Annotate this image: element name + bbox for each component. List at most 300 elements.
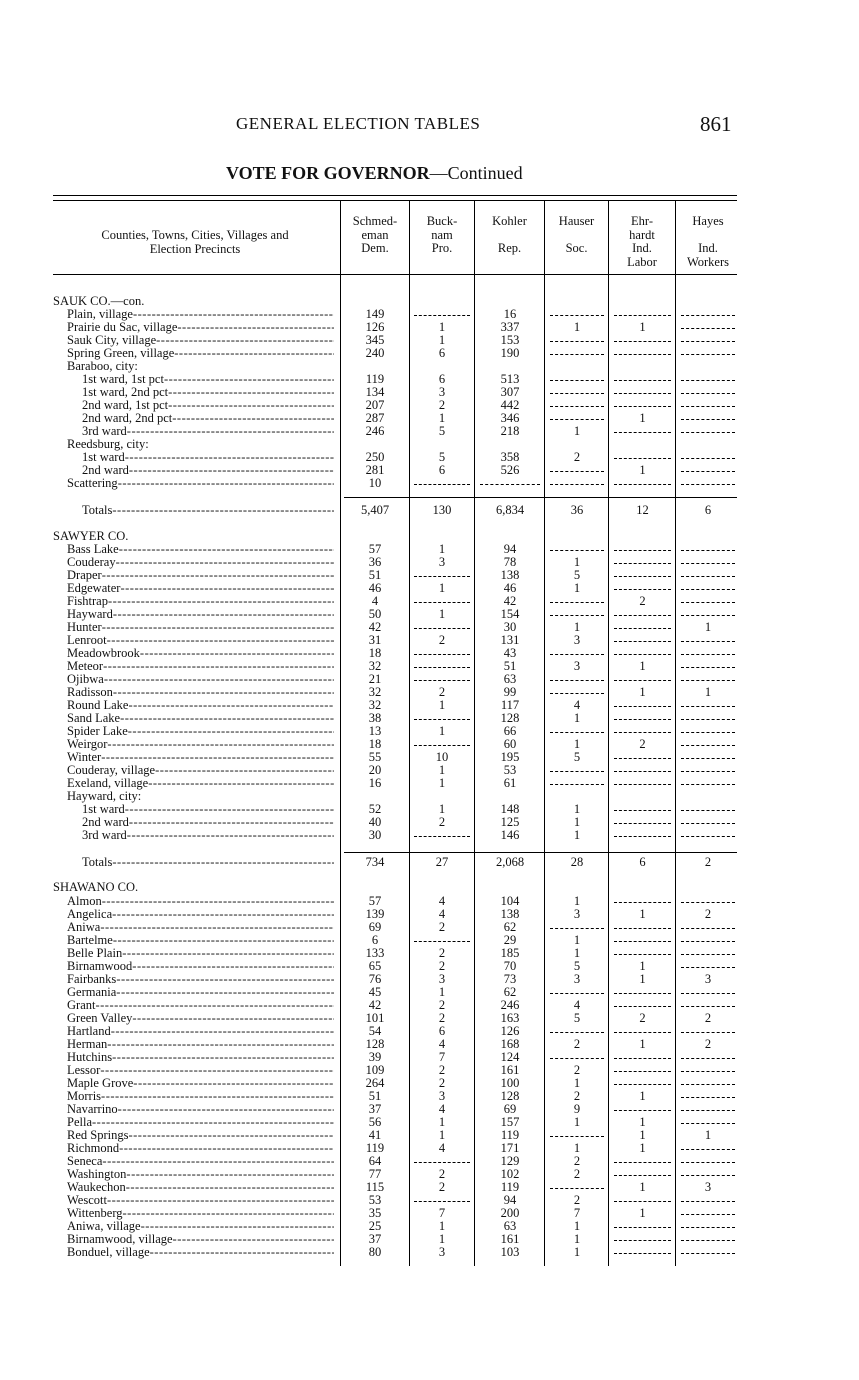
vote-cell: 2 [438, 998, 446, 1012]
row-label: 1st ward, 2nd pct ----- [82, 386, 334, 399]
vote-cell: 35 [368, 1206, 382, 1220]
vote-cell: 38 [368, 711, 382, 725]
empty-cell [550, 1181, 604, 1189]
row-label: Birnamwood, village ----- [67, 1233, 334, 1246]
table-row [0, 464, 859, 477]
empty-cell [614, 712, 671, 720]
vote-cell: 2 [704, 907, 712, 921]
vote-cell: 70 [503, 959, 517, 973]
table-row [0, 556, 859, 569]
column-header-hayes [676, 215, 740, 269]
vote-cell: 62 [503, 985, 517, 999]
empty-cell [550, 608, 604, 616]
table-row [0, 725, 859, 738]
vote-cell: 1 [438, 1219, 446, 1233]
empty-cell [681, 1077, 735, 1085]
table-row [0, 543, 859, 556]
row-label: Belle Plain ----- [67, 947, 334, 960]
vote-cell: 171 [500, 1141, 520, 1155]
vote-cell: 18 [368, 737, 382, 751]
vote-cell: 29 [503, 933, 517, 947]
empty-cell [681, 347, 735, 355]
row-label: Spider Lake ----- [67, 725, 334, 738]
empty-cell [681, 999, 735, 1007]
empty-cell [681, 712, 735, 720]
table-row [0, 347, 859, 360]
table-row [0, 308, 859, 321]
subheading-row [0, 438, 859, 451]
empty-cell [550, 764, 604, 772]
empty-cell [681, 386, 735, 394]
vote-cell: 124 [500, 1050, 520, 1064]
table-row [0, 1207, 859, 1220]
row-label: Aniwa ----- [67, 921, 334, 934]
empty-cell [681, 751, 735, 759]
vote-cell: 2 [704, 1011, 712, 1025]
empty-cell [681, 947, 735, 955]
vote-cell: 1 [573, 737, 581, 751]
vote-cell: 104 [500, 894, 520, 908]
vote-cell: 77 [368, 1167, 382, 1181]
empty-cell [614, 621, 671, 629]
empty-cell [614, 725, 671, 733]
vote-cell: 27 [435, 855, 449, 869]
vote-cell: 1 [704, 620, 712, 634]
empty-cell [550, 334, 604, 342]
table-row [0, 569, 859, 582]
vote-cell: 207 [365, 398, 385, 412]
table-row [0, 477, 859, 490]
empty-cell [681, 960, 735, 968]
vote-cell: 131 [500, 633, 520, 647]
vote-cell: 240 [365, 346, 385, 360]
vote-cell: 119 [365, 372, 385, 386]
empty-cell [550, 477, 604, 485]
vote-cell: 3 [438, 972, 446, 986]
column-header-line: eman [361, 227, 389, 242]
vote-cell: 64 [368, 1154, 382, 1168]
vote-cell: 28 [570, 855, 584, 869]
row-label: Red Springs ----- [67, 1129, 334, 1142]
vote-cell: 157 [500, 1115, 520, 1129]
vote-cell: 133 [365, 946, 385, 960]
empty-cell [681, 464, 735, 472]
vote-cell: 94 [503, 542, 517, 556]
empty-cell [681, 1155, 735, 1163]
vote-cell: 125 [500, 815, 520, 829]
vote-cell: 148 [500, 802, 520, 816]
vote-cell: 3 [438, 385, 446, 399]
table-row [0, 921, 859, 934]
column-header-line [676, 229, 740, 243]
vote-cell: 5 [573, 959, 581, 973]
table-row [0, 816, 859, 829]
vote-cell: 2 [438, 1167, 446, 1181]
table-row [0, 1129, 859, 1142]
empty-cell [550, 412, 604, 420]
empty-cell [681, 816, 735, 824]
vote-cell: 53 [503, 763, 517, 777]
vote-cell: 163 [500, 1011, 520, 1025]
vote-cell: 119 [500, 1180, 520, 1194]
table-row [0, 738, 859, 751]
vote-cell: 5,407 [360, 503, 390, 517]
empty-cell [614, 1064, 671, 1072]
vote-cell: 57 [368, 894, 382, 908]
row-label: Hartland ----- [67, 1025, 334, 1038]
empty-cell [614, 1025, 671, 1033]
vote-cell: 10 [368, 476, 382, 490]
empty-cell [681, 1207, 735, 1215]
column-header-line: Workers [686, 254, 730, 269]
vote-cell: 18 [368, 646, 382, 660]
vote-cell: 54 [368, 1024, 382, 1038]
column-header-line: hardt [629, 227, 655, 242]
table-row [0, 673, 859, 686]
row-label: 1st ward ----- [82, 451, 334, 464]
vote-cell: 4 [371, 594, 379, 608]
row-label: Green Valley ----- [67, 1012, 334, 1025]
vote-cell: 99 [503, 685, 517, 699]
vote-cell: 1 [438, 607, 446, 621]
table-row [0, 1012, 859, 1025]
table-row [0, 803, 859, 816]
vote-cell: 50 [368, 607, 382, 621]
row-label: Baraboo, city: [67, 360, 138, 373]
vote-cell: 52 [368, 802, 382, 816]
vote-cell: 2 [573, 1167, 581, 1181]
row-label: 3rd ward ----- [82, 829, 334, 842]
vote-cell: 65 [368, 959, 382, 973]
row-label: Wescott ----- [67, 1194, 334, 1207]
vote-cell: 2 [438, 946, 446, 960]
table-row [0, 699, 859, 712]
empty-cell [614, 1168, 671, 1176]
empty-cell [681, 451, 735, 459]
row-label: Herman ----- [67, 1038, 334, 1051]
vote-cell: 128 [365, 1037, 385, 1051]
vote-cell: 42 [368, 998, 382, 1012]
vote-cell: 115 [365, 1180, 385, 1194]
row-label: Draper ----- [67, 569, 334, 582]
column-header-line: Labor [627, 254, 657, 269]
empty-cell [681, 699, 735, 707]
vote-cell: 36 [570, 503, 584, 517]
empty-cell [614, 582, 671, 590]
empty-cell [614, 1194, 671, 1202]
vote-cell: 1 [573, 815, 581, 829]
vote-cell: 1 [573, 1115, 581, 1129]
row-label: Edgewater ----- [67, 582, 334, 595]
row-label: Navarrino ----- [67, 1103, 334, 1116]
empty-cell [614, 673, 671, 681]
table-row [0, 829, 859, 842]
vote-cell: 41 [368, 1128, 382, 1142]
vote-cell: 149 [365, 307, 385, 321]
table-title-main: VOTE FOR GOVERNOR [226, 163, 430, 183]
vote-cell: 100 [500, 1076, 520, 1090]
empty-cell [681, 829, 735, 837]
vote-cell: 6 [438, 463, 446, 477]
vote-cell: 51 [368, 1089, 382, 1103]
vote-cell: 2 [438, 398, 446, 412]
vote-cell: 126 [365, 320, 385, 334]
row-label: Spring Green, village ----- [67, 347, 334, 360]
vote-cell: 53 [368, 1193, 382, 1207]
vote-cell: 73 [503, 972, 517, 986]
vote-cell: 139 [365, 907, 385, 921]
vote-cell: 1 [639, 659, 646, 673]
vote-cell: 37 [368, 1102, 382, 1116]
empty-cell [550, 647, 604, 655]
column-header-line: Ehr- [631, 214, 653, 228]
empty-cell [681, 373, 735, 381]
empty-cell [681, 321, 735, 329]
empty-cell [681, 334, 735, 342]
vote-cell: 40 [368, 815, 382, 829]
empty-cell [414, 621, 470, 629]
vote-cell: 4 [573, 998, 581, 1012]
vote-cell: 2 [639, 737, 646, 751]
column-header-line [475, 229, 544, 243]
empty-cell [414, 595, 470, 603]
table-row [0, 1064, 859, 1077]
vote-cell: 1 [573, 828, 581, 842]
vote-cell: 102 [500, 1167, 520, 1181]
vote-cell: 3 [573, 972, 581, 986]
vote-cell: 146 [500, 828, 520, 842]
empty-cell [681, 1233, 735, 1241]
vote-cell: 1 [573, 555, 581, 569]
vote-cell: 32 [368, 698, 382, 712]
empty-cell [681, 308, 735, 316]
empty-cell [681, 1220, 735, 1228]
vote-cell: 56 [368, 1115, 382, 1129]
vote-cell: 1 [639, 1141, 646, 1155]
column-header-line: Rep. [497, 241, 522, 255]
vote-cell: 1 [573, 1219, 581, 1233]
vote-cell: 2 [573, 1089, 581, 1103]
column-header-hauser [545, 215, 608, 256]
column-header-line: Hayes [692, 214, 724, 228]
empty-cell [614, 634, 671, 642]
vote-cell: 5 [438, 424, 446, 438]
row-label: Ojibwa ----- [67, 673, 334, 686]
table-row [0, 1168, 859, 1181]
empty-cell [550, 673, 604, 681]
empty-cell [681, 934, 735, 942]
vote-cell: 2 [438, 1063, 446, 1077]
vote-cell: 1 [438, 724, 446, 738]
empty-cell [550, 686, 604, 694]
table-row [0, 1038, 859, 1051]
column-header-bucknam [410, 215, 474, 256]
table-row [0, 999, 859, 1012]
empty-cell [414, 934, 470, 942]
vote-cell: 51 [368, 568, 382, 582]
vote-cell: 2 [573, 1037, 581, 1051]
vote-cell: 21 [368, 672, 382, 686]
empty-cell [681, 1142, 735, 1150]
table-row [0, 451, 859, 464]
vote-cell: 130 [432, 503, 452, 517]
vote-cell: 281 [365, 463, 385, 477]
column-header-line: Soc. [565, 241, 588, 255]
empty-cell [550, 543, 604, 551]
row-label: SAUK CO.—con. [53, 295, 145, 308]
running-title: GENERAL ELECTION TABLES [236, 114, 481, 133]
vote-cell: 66 [503, 724, 517, 738]
row-label: Prairie du Sac, village ----- [67, 321, 334, 334]
column-header-precincts [55, 229, 335, 256]
vote-cell: 154 [500, 607, 520, 621]
empty-cell [414, 660, 470, 668]
vote-cell: 2 [438, 815, 446, 829]
row-label: Round Lake ----- [67, 699, 334, 712]
table-row [0, 764, 859, 777]
empty-cell [681, 660, 735, 668]
table-top-rule-2 [53, 200, 737, 201]
empty-cell [614, 803, 671, 811]
vote-cell: 126 [500, 1024, 520, 1038]
vote-cell: 2 [704, 1037, 712, 1051]
vote-cell: 1 [704, 1128, 712, 1142]
empty-cell [681, 608, 735, 616]
vote-cell: 12 [636, 503, 649, 517]
row-label: Hunter ----- [67, 621, 334, 634]
vote-cell: 2 [573, 450, 581, 464]
empty-cell [681, 738, 735, 746]
row-label: Bass Lake ----- [67, 543, 334, 556]
empty-cell [614, 1077, 671, 1085]
row-label: Washington ----- [67, 1168, 334, 1181]
table-top-rule [53, 195, 737, 196]
empty-cell [550, 1051, 604, 1059]
empty-cell [614, 829, 671, 837]
empty-cell [550, 386, 604, 394]
vote-cell: 1 [639, 1089, 646, 1103]
empty-cell [614, 543, 671, 551]
vote-cell: 5 [573, 568, 581, 582]
table-row [0, 1051, 859, 1064]
empty-cell [414, 569, 470, 577]
empty-cell [681, 1116, 735, 1124]
vote-cell: 2 [438, 1011, 446, 1025]
empty-cell [681, 647, 735, 655]
vote-cell: 39 [368, 1050, 382, 1064]
row-label: Bartelme ----- [67, 934, 334, 947]
vote-cell: 138 [500, 568, 520, 582]
vote-cell: 129 [500, 1154, 520, 1168]
vote-cell: 3 [573, 907, 581, 921]
vote-cell: 6 [438, 346, 446, 360]
row-label: Reedsburg, city: [67, 438, 149, 451]
vote-cell: 1 [639, 463, 646, 477]
empty-cell [614, 986, 671, 994]
vote-cell: 80 [368, 1245, 382, 1259]
empty-cell [681, 1246, 735, 1254]
vote-cell: 1 [573, 620, 581, 634]
vote-cell: 134 [365, 385, 385, 399]
column-header-kohler [475, 215, 544, 256]
table-row [0, 751, 859, 764]
table-row [0, 399, 859, 412]
row-label: Birnamwood ----- [67, 960, 334, 973]
empty-cell [414, 673, 470, 681]
table-row [0, 712, 859, 725]
empty-cell [414, 647, 470, 655]
row-label: Morris ----- [67, 1090, 334, 1103]
row-label: Exeland, village ----- [67, 777, 334, 790]
vote-cell: 7 [438, 1206, 446, 1220]
vote-cell: 2 [438, 633, 446, 647]
empty-cell [550, 1129, 604, 1137]
row-label: Lenroot ----- [67, 634, 334, 647]
vote-cell: 3 [573, 659, 581, 673]
vote-cell: 4 [438, 1141, 446, 1155]
vote-cell: 1 [438, 581, 446, 595]
empty-cell [681, 1168, 735, 1176]
table-row [0, 1181, 859, 1194]
vote-cell: 2 [438, 959, 446, 973]
vote-cell: 3 [438, 555, 446, 569]
vote-cell: 109 [365, 1063, 385, 1077]
vote-cell: 51 [503, 659, 517, 673]
row-label: Weirgor ----- [67, 738, 334, 751]
vote-cell: 1 [573, 320, 581, 334]
vote-cell: 1 [573, 802, 581, 816]
row-label: SHAWANO CO. [53, 881, 139, 894]
table-row [0, 1116, 859, 1129]
column-header-line: Schmed- [352, 214, 398, 228]
row-label: Pella ----- [67, 1116, 334, 1129]
vote-cell: 61 [503, 776, 517, 790]
empty-cell [681, 425, 735, 433]
row-label: Maple Grove ----- [67, 1077, 334, 1090]
vote-cell: 4 [438, 907, 446, 921]
vote-cell: 76 [368, 972, 382, 986]
vote-cell: 1 [639, 972, 646, 986]
vote-cell: 7 [438, 1050, 446, 1064]
vote-cell: 264 [365, 1076, 385, 1090]
empty-cell [681, 1051, 735, 1059]
empty-cell [550, 921, 604, 929]
vote-cell: 101 [365, 1011, 385, 1025]
vote-cell: 63 [503, 672, 517, 686]
vote-cell: 1 [573, 1232, 581, 1246]
row-label: Scattering ----- [67, 477, 334, 490]
table-row [0, 634, 859, 647]
table-row [0, 960, 859, 973]
table-title [226, 163, 523, 184]
vote-cell: 161 [500, 1232, 520, 1246]
vote-cell: 2 [704, 855, 712, 869]
vote-cell: 7 [573, 1206, 581, 1220]
vote-cell: 16 [503, 307, 517, 321]
table-row [0, 595, 859, 608]
vote-cell: 195 [500, 750, 520, 764]
vote-cell: 2 [438, 920, 446, 934]
row-label: Waukechon ----- [67, 1181, 334, 1194]
row-label: Couderay ----- [67, 556, 334, 569]
subheading-row [0, 360, 859, 373]
vote-cell: 1 [438, 1232, 446, 1246]
table-row [0, 386, 859, 399]
row-label: Wittenberg ----- [67, 1207, 334, 1220]
empty-cell [414, 738, 470, 746]
vote-cell: 42 [368, 620, 382, 634]
empty-cell [414, 477, 470, 485]
